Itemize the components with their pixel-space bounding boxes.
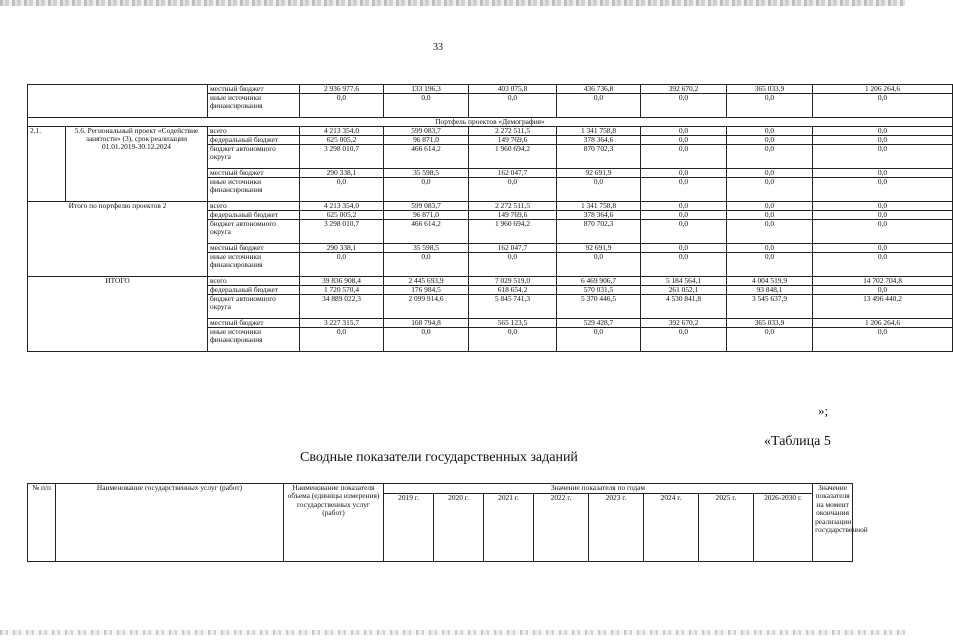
year-header: 2023 г. — [589, 494, 644, 562]
amount-cell: 2 272 511,5 — [469, 127, 557, 136]
col-years-group-header: Значение показателя по годам — [384, 484, 813, 494]
table-label: «Таблица 5 — [764, 434, 831, 449]
amount-cell: 0,0 — [727, 178, 813, 202]
amount-cell: 290 338,1 — [300, 244, 384, 253]
amount-cell: 1 206 264,6 — [813, 319, 953, 328]
amount-cell: 0,0 — [813, 169, 953, 178]
amount-cell: 5 370 446,5 — [557, 295, 641, 319]
amount-cell: 1 960 694,2 — [469, 220, 557, 244]
amount-cell: 0,0 — [641, 136, 727, 145]
amount-cell: 2 099 914,6 — [384, 295, 469, 319]
amount-cell: 0,0 — [469, 94, 557, 118]
amount-cell: 13 496 440,2 — [813, 295, 953, 319]
budget-row — [28, 85, 953, 94]
amount-cell: 149 769,6 — [469, 136, 557, 145]
amount-cell: 0,0 — [469, 253, 557, 277]
portfolio-section-header: Портфель проектов «Демография» — [28, 118, 953, 127]
year-header: 2019 г. — [384, 494, 434, 562]
amount-cell: 625 005,2 — [300, 136, 384, 145]
section-title: Сводные показатели государственных заданий — [300, 450, 578, 465]
amount-cell: 93 848,1 — [727, 286, 813, 295]
amount-cell: 0,0 — [557, 328, 641, 352]
amount-cell: 565 123,5 — [469, 319, 557, 328]
amount-cell: 4 213 354,0 — [300, 127, 384, 136]
grand-total-label: ИТОГО — [28, 277, 208, 352]
amount-cell: 378 364,6 — [557, 136, 641, 145]
funding-source-cell: иные источники финансирования — [208, 328, 300, 352]
amount-cell: 39 836 908,4 — [300, 277, 384, 286]
amount-cell: 0,0 — [300, 94, 384, 118]
year-header: 2020 г. — [434, 494, 484, 562]
year-header: 2022 г. — [534, 494, 589, 562]
amount-cell: 133 196,3 — [384, 85, 469, 94]
amount-cell: 599 083,7 — [384, 127, 469, 136]
amount-cell: 625 005,2 — [300, 211, 384, 220]
amount-cell: 4 530 841,8 — [641, 295, 727, 319]
amount-cell: 92 691,9 — [557, 244, 641, 253]
amount-cell: 1 960 694,2 — [469, 145, 557, 169]
amount-cell: 261 052,1 — [641, 286, 727, 295]
budget-table — [27, 84, 953, 352]
funding-source-cell: федеральный бюджет — [208, 211, 300, 220]
amount-cell: 870 702,3 — [557, 220, 641, 244]
col-service-header: Наименование государственных услуг (работ) — [56, 484, 284, 562]
amount-cell: 7 029 519,0 — [469, 277, 557, 286]
amount-cell: 0,0 — [641, 244, 727, 253]
amount-cell: 0,0 — [727, 136, 813, 145]
amount-cell: 0,0 — [813, 202, 953, 211]
amount-cell: 0,0 — [384, 253, 469, 277]
funding-source-cell: иные источники финансирования — [208, 94, 300, 118]
amount-cell: 0,0 — [641, 253, 727, 277]
amount-cell: 35 598,5 — [384, 169, 469, 178]
col-number-header: № п/п — [28, 484, 56, 562]
amount-cell: 0,0 — [469, 178, 557, 202]
amount-cell: 3 298 010,7 — [300, 220, 384, 244]
amount-cell: 870 702,3 — [557, 145, 641, 169]
amount-cell: 5 845 741,3 — [469, 295, 557, 319]
scan-edge-bottom — [0, 630, 905, 635]
budget-row — [28, 127, 953, 136]
amount-cell: 92 691,9 — [557, 169, 641, 178]
amount-cell: 618 654,2 — [469, 286, 557, 295]
funding-source-cell: местный бюджет — [208, 319, 300, 328]
funding-source-cell: местный бюджет — [208, 244, 300, 253]
year-header: 2024 г. — [644, 494, 699, 562]
amount-cell: 0,0 — [813, 286, 953, 295]
year-header: 2025 г. — [699, 494, 754, 562]
amount-cell: 0,0 — [813, 94, 953, 118]
amount-cell: 2 272 511,5 — [469, 202, 557, 211]
amount-cell: 0,0 — [641, 127, 727, 136]
amount-cell: 3 227 315,7 — [300, 319, 384, 328]
project-name: 5.6. Региональный проект «Содействие занятости» (3), срок реализации 01.01.2019-30.12.2024 — [66, 127, 208, 202]
funding-source-cell: всего — [208, 127, 300, 136]
amount-cell: 162 047,7 — [469, 169, 557, 178]
year-header: 2026-2030 г. — [754, 494, 813, 562]
amount-cell: 168 794,8 — [384, 319, 469, 328]
amount-cell: 4 213 354,0 — [300, 202, 384, 211]
funding-source-cell: бюджет автономного округа — [208, 220, 300, 244]
amount-cell: 0,0 — [813, 211, 953, 220]
amount-cell: 1 720 570,4 — [300, 286, 384, 295]
amount-cell: 0,0 — [469, 328, 557, 352]
amount-cell: 0,0 — [813, 127, 953, 136]
col-indicator-header: Наименование показателя объема (единицы измерения) государственных услуг (работ) — [284, 484, 384, 562]
amount-cell: 1 206 264,6 — [813, 85, 953, 94]
amount-cell: 96 871,0 — [384, 211, 469, 220]
funding-source-cell: всего — [208, 202, 300, 211]
amount-cell: 0,0 — [557, 253, 641, 277]
blank-cell — [28, 85, 208, 118]
year-header: 2021 г. — [484, 494, 534, 562]
amount-cell: 0,0 — [813, 244, 953, 253]
amount-cell: 14 702 704,8 — [813, 277, 953, 286]
amount-cell: 1 341 758,8 — [557, 127, 641, 136]
amount-cell: 0,0 — [641, 202, 727, 211]
amount-cell: 6 469 906,7 — [557, 277, 641, 286]
amount-cell: 466 614,2 — [384, 220, 469, 244]
funding-source-cell: федеральный бюджет — [208, 136, 300, 145]
amount-cell: 2 936 977,6 — [300, 85, 384, 94]
funding-source-cell: всего — [208, 277, 300, 286]
amount-cell: 0,0 — [641, 169, 727, 178]
funding-source-cell: федеральный бюджет — [208, 286, 300, 295]
amount-cell: 0,0 — [813, 220, 953, 244]
amount-cell: 34 889 022,3 — [300, 295, 384, 319]
amount-cell: 0,0 — [300, 253, 384, 277]
amount-cell: 0,0 — [727, 127, 813, 136]
amount-cell: 466 614,2 — [384, 145, 469, 169]
amount-cell: 149 769,6 — [469, 211, 557, 220]
amount-cell: 403 075,8 — [469, 85, 557, 94]
amount-cell: 3 545 637,9 — [727, 295, 813, 319]
amount-cell: 0,0 — [727, 94, 813, 118]
portfolio-total-label: Итого по портфелю проектов 2 — [28, 202, 208, 277]
amount-cell: 0,0 — [641, 178, 727, 202]
funding-source-cell: бюджет автономного округа — [208, 295, 300, 319]
amount-cell: 5 184 564,1 — [641, 277, 727, 286]
funding-source-cell: местный бюджет — [208, 169, 300, 178]
amount-cell: 176 984,5 — [384, 286, 469, 295]
amount-cell: 2 445 693,9 — [384, 277, 469, 286]
amount-cell: 290 338,1 — [300, 169, 384, 178]
state-tasks-table — [27, 483, 868, 562]
amount-cell: 365 033,9 — [727, 85, 813, 94]
amount-cell: 392 670,2 — [641, 85, 727, 94]
page-number: 33 — [433, 42, 443, 53]
amount-cell: 3 298 010,7 — [300, 145, 384, 169]
amount-cell: 0,0 — [813, 328, 953, 352]
amount-cell: 0,0 — [727, 220, 813, 244]
amount-cell: 0,0 — [300, 178, 384, 202]
funding-source-cell: иные источники финансирования — [208, 178, 300, 202]
amount-cell: 0,0 — [727, 145, 813, 169]
amount-cell: 0,0 — [727, 211, 813, 220]
funding-source-cell: местный бюджет — [208, 85, 300, 94]
amount-cell: 599 083,7 — [384, 202, 469, 211]
amount-cell: 0,0 — [641, 220, 727, 244]
budget-row — [28, 202, 953, 211]
amount-cell: 378 364,6 — [557, 211, 641, 220]
amount-cell: 1 341 758,8 — [557, 202, 641, 211]
amount-cell: 4 004 519,9 — [727, 277, 813, 286]
amount-cell: 570 031,5 — [557, 286, 641, 295]
budget-row — [28, 277, 953, 286]
amount-cell: 0,0 — [384, 178, 469, 202]
closing-quote-mark: »; — [818, 403, 829, 418]
amount-cell: 0,0 — [557, 178, 641, 202]
amount-cell: 529 428,7 — [557, 319, 641, 328]
amount-cell: 0,0 — [384, 94, 469, 118]
amount-cell: 0,0 — [727, 202, 813, 211]
amount-cell: 0,0 — [813, 145, 953, 169]
amount-cell: 0,0 — [641, 145, 727, 169]
amount-cell: 35 598,5 — [384, 244, 469, 253]
amount-cell: 0,0 — [727, 169, 813, 178]
col-final-value-header: Значение показателя на момент окончания реализации государственной — [813, 484, 853, 562]
amount-cell: 0,0 — [727, 244, 813, 253]
scan-edge-top — [0, 0, 905, 6]
amount-cell: 0,0 — [557, 94, 641, 118]
amount-cell: 162 047,7 — [469, 244, 557, 253]
funding-source-cell: бюджет автономного округа — [208, 145, 300, 169]
amount-cell: 365 033,9 — [727, 319, 813, 328]
amount-cell: 0,0 — [727, 253, 813, 277]
amount-cell: 0,0 — [727, 328, 813, 352]
amount-cell: 0,0 — [300, 328, 384, 352]
amount-cell: 96 871,0 — [384, 136, 469, 145]
amount-cell: 0,0 — [813, 253, 953, 277]
amount-cell: 0,0 — [384, 328, 469, 352]
amount-cell: 392 670,2 — [641, 319, 727, 328]
amount-cell: 0,0 — [813, 136, 953, 145]
amount-cell: 0,0 — [641, 94, 727, 118]
amount-cell: 0,0 — [641, 211, 727, 220]
amount-cell: 436 736,8 — [557, 85, 641, 94]
project-number: 2.1. — [28, 127, 66, 202]
amount-cell: 0,0 — [813, 178, 953, 202]
amount-cell: 0,0 — [641, 328, 727, 352]
funding-source-cell: иные источники финансирования — [208, 253, 300, 277]
